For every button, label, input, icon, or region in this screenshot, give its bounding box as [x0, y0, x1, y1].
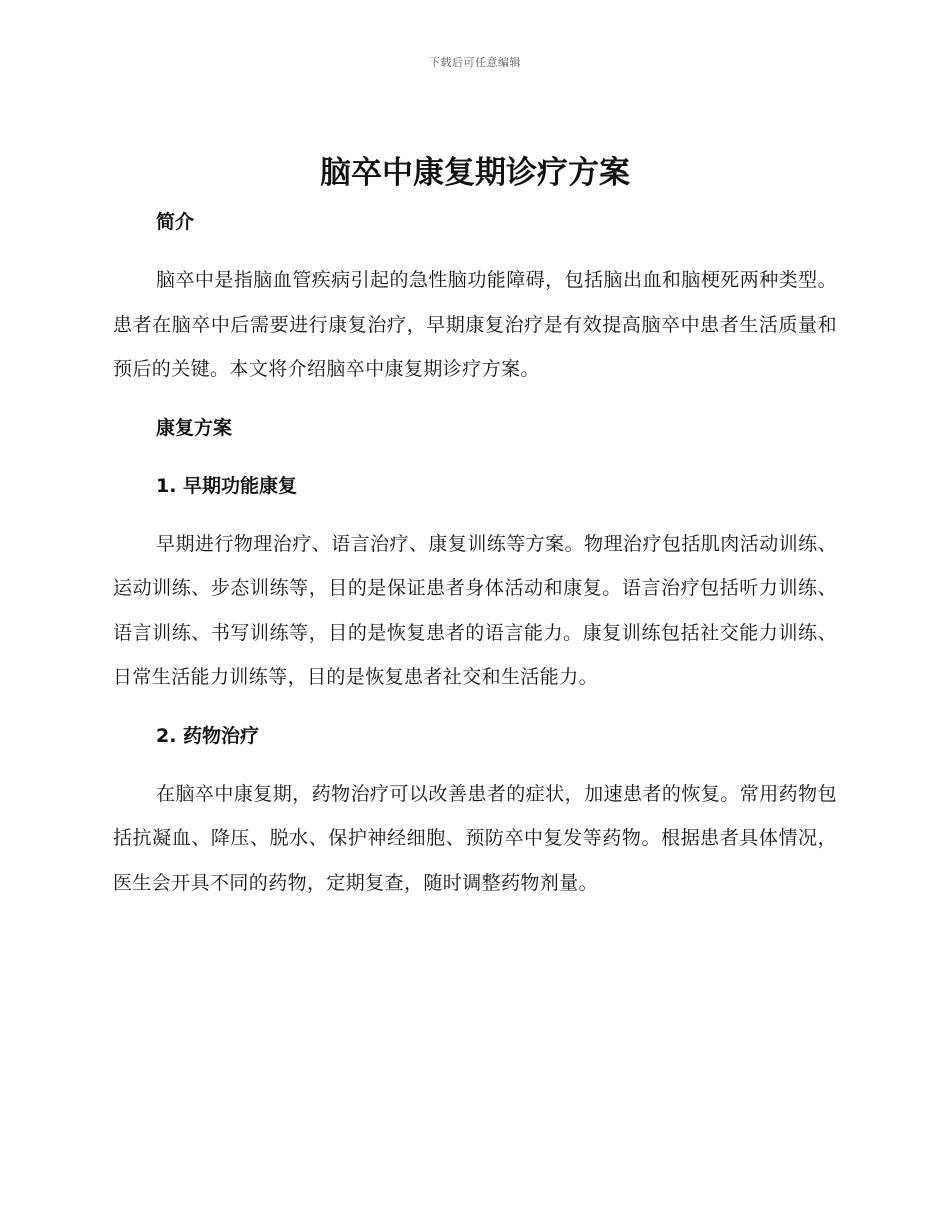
drug-therapy-heading: 2. 药物治疗 — [156, 724, 260, 747]
early-rehab-paragraph: 早期进行物理治疗、语言治疗、康复训练等方案。物理治疗包括肌肉活动训练、运动训练、步态训练等，目的是保证患者身体活动和康复。语言治疗包括听力训练、语言训练、书写训练等，目的是恢复患者的语言能力。康复训练包括社交能力训练、日常生活能力训练等，目的是恢复患者社交和生活能力。 — [113, 532, 837, 688]
header-note: 下载后可任意编辑 — [429, 56, 521, 69]
intro-paragraph: 脑卒中是指脑血管疾病引起的急性脑功能障碍，包括脑出血和脑梗死两种类型。患者在脑卒中后需要进行康复治疗，早期康复治疗是有效提高脑卒中患者生活质量和预后的关键。本文将介绍脑卒中康复期诊疗方案。 — [113, 269, 837, 380]
document-body — [113, 200, 837, 905]
early-rehab-heading: 1. 早期功能康复 — [156, 474, 298, 497]
intro-heading: 简介 — [156, 211, 195, 233]
plan-heading: 康复方案 — [156, 416, 233, 439]
document-title: 脑卒中康复期诊疗方案 — [320, 155, 630, 191]
drug-therapy-paragraph: 在脑卒中康复期，药物治疗可以改善患者的症状，加速患者的恢复。常用药物包括抗凝血、降压、脱水、保护神经细胞、预防卒中复发等药物。根据患者具体情况，医生会开具不同的药物，定期复查，随时调整药物剂量。 — [113, 782, 837, 894]
